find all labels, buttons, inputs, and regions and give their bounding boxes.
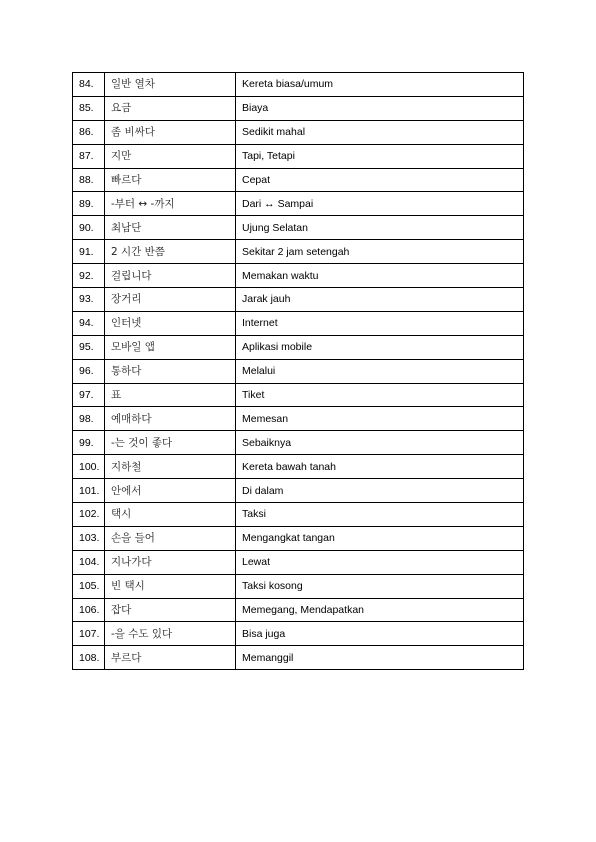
entry-number: 91. (73, 240, 105, 264)
indonesian-translation: Sekitar 2 jam setengah (236, 240, 524, 264)
table-row (73, 407, 524, 431)
table-row (73, 359, 524, 383)
table-row (73, 240, 524, 264)
table-row (73, 311, 524, 335)
indonesian-translation: Sebaiknya (236, 431, 524, 455)
table-row (73, 288, 524, 312)
entry-number: 102. (73, 503, 105, 527)
entry-number: 86. (73, 120, 105, 144)
indonesian-translation: Melalui (236, 359, 524, 383)
indonesian-translation: Jarak jauh (236, 288, 524, 312)
korean-word: 예매하다 (105, 407, 236, 431)
korean-word: 걸립니다 (105, 264, 236, 288)
entry-number: 93. (73, 288, 105, 312)
entry-number: 98. (73, 407, 105, 431)
entry-number: 96. (73, 359, 105, 383)
table-row (73, 335, 524, 359)
table-row (73, 550, 524, 574)
table-row (73, 598, 524, 622)
entry-number: 90. (73, 216, 105, 240)
indonesian-translation: Kereta bawah tanah (236, 455, 524, 479)
indonesian-translation: Internet (236, 311, 524, 335)
indonesian-translation: Di dalam (236, 479, 524, 503)
korean-word: 표 (105, 383, 236, 407)
entry-number: 89. (73, 192, 105, 216)
entry-number: 104. (73, 550, 105, 574)
korean-word: 좀 비싸다 (105, 120, 236, 144)
entry-number: 92. (73, 264, 105, 288)
korean-word: 요금 (105, 96, 236, 120)
table-row (73, 503, 524, 527)
korean-word: 2 시간 반쯤 (105, 240, 236, 264)
indonesian-translation: Sedikit mahal (236, 120, 524, 144)
indonesian-translation: Dari ↔ Sampai (236, 192, 524, 216)
korean-word: -부터 ↔ -까지 (105, 192, 236, 216)
table-row (73, 383, 524, 407)
vocabulary-table (72, 72, 524, 670)
korean-word: 지하철 (105, 455, 236, 479)
table-row (73, 646, 524, 670)
korean-word: 손을 들어 (105, 526, 236, 550)
entry-number: 107. (73, 622, 105, 646)
indonesian-translation: Memanggil (236, 646, 524, 670)
table-row (73, 73, 524, 97)
table-row (73, 192, 524, 216)
indonesian-translation: Memakan waktu (236, 264, 524, 288)
entry-number: 85. (73, 96, 105, 120)
korean-word: 통하다 (105, 359, 236, 383)
entry-number: 106. (73, 598, 105, 622)
table-row (73, 168, 524, 192)
indonesian-translation: Tapi, Tetapi (236, 144, 524, 168)
table-row (73, 622, 524, 646)
indonesian-translation: Lewat (236, 550, 524, 574)
korean-word: 빈 택시 (105, 574, 236, 598)
korean-word: 일반 열차 (105, 73, 236, 97)
korean-word: 택시 (105, 503, 236, 527)
indonesian-translation: Ujung Selatan (236, 216, 524, 240)
korean-word: 인터넷 (105, 311, 236, 335)
indonesian-translation: Cepat (236, 168, 524, 192)
entry-number: 87. (73, 144, 105, 168)
entry-number: 97. (73, 383, 105, 407)
korean-word: 잡다 (105, 598, 236, 622)
korean-word: 장거리 (105, 288, 236, 312)
entry-number: 105. (73, 574, 105, 598)
entry-number: 94. (73, 311, 105, 335)
entry-number: 88. (73, 168, 105, 192)
korean-word: 지나가다 (105, 550, 236, 574)
indonesian-translation: Taksi (236, 503, 524, 527)
entry-number: 95. (73, 335, 105, 359)
table-row (73, 526, 524, 550)
table-row (73, 120, 524, 144)
indonesian-translation: Mengangkat tangan (236, 526, 524, 550)
table-row (73, 96, 524, 120)
entry-number: 99. (73, 431, 105, 455)
korean-word: 빠르다 (105, 168, 236, 192)
table-row (73, 479, 524, 503)
table-row (73, 216, 524, 240)
entry-number: 100. (73, 455, 105, 479)
table-row (73, 144, 524, 168)
indonesian-translation: Memesan (236, 407, 524, 431)
table-row (73, 431, 524, 455)
table-row (73, 264, 524, 288)
korean-word: 안에서 (105, 479, 236, 503)
indonesian-translation: Bisa juga (236, 622, 524, 646)
entry-number: 84. (73, 73, 105, 97)
korean-word: 지만 (105, 144, 236, 168)
indonesian-translation: Memegang, Mendapatkan (236, 598, 524, 622)
korean-word: -을 수도 있다 (105, 622, 236, 646)
indonesian-translation: Biaya (236, 96, 524, 120)
korean-word: 최남단 (105, 216, 236, 240)
entry-number: 103. (73, 526, 105, 550)
indonesian-translation: Kereta biasa/umum (236, 73, 524, 97)
indonesian-translation: Tiket (236, 383, 524, 407)
vocabulary-table-body (73, 73, 524, 670)
indonesian-translation: Taksi kosong (236, 574, 524, 598)
table-row (73, 455, 524, 479)
entry-number: 101. (73, 479, 105, 503)
korean-word: 모바일 앱 (105, 335, 236, 359)
indonesian-translation: Aplikasi mobile (236, 335, 524, 359)
table-row (73, 574, 524, 598)
korean-word: 부르다 (105, 646, 236, 670)
entry-number: 108. (73, 646, 105, 670)
korean-word: -는 것이 좋다 (105, 431, 236, 455)
